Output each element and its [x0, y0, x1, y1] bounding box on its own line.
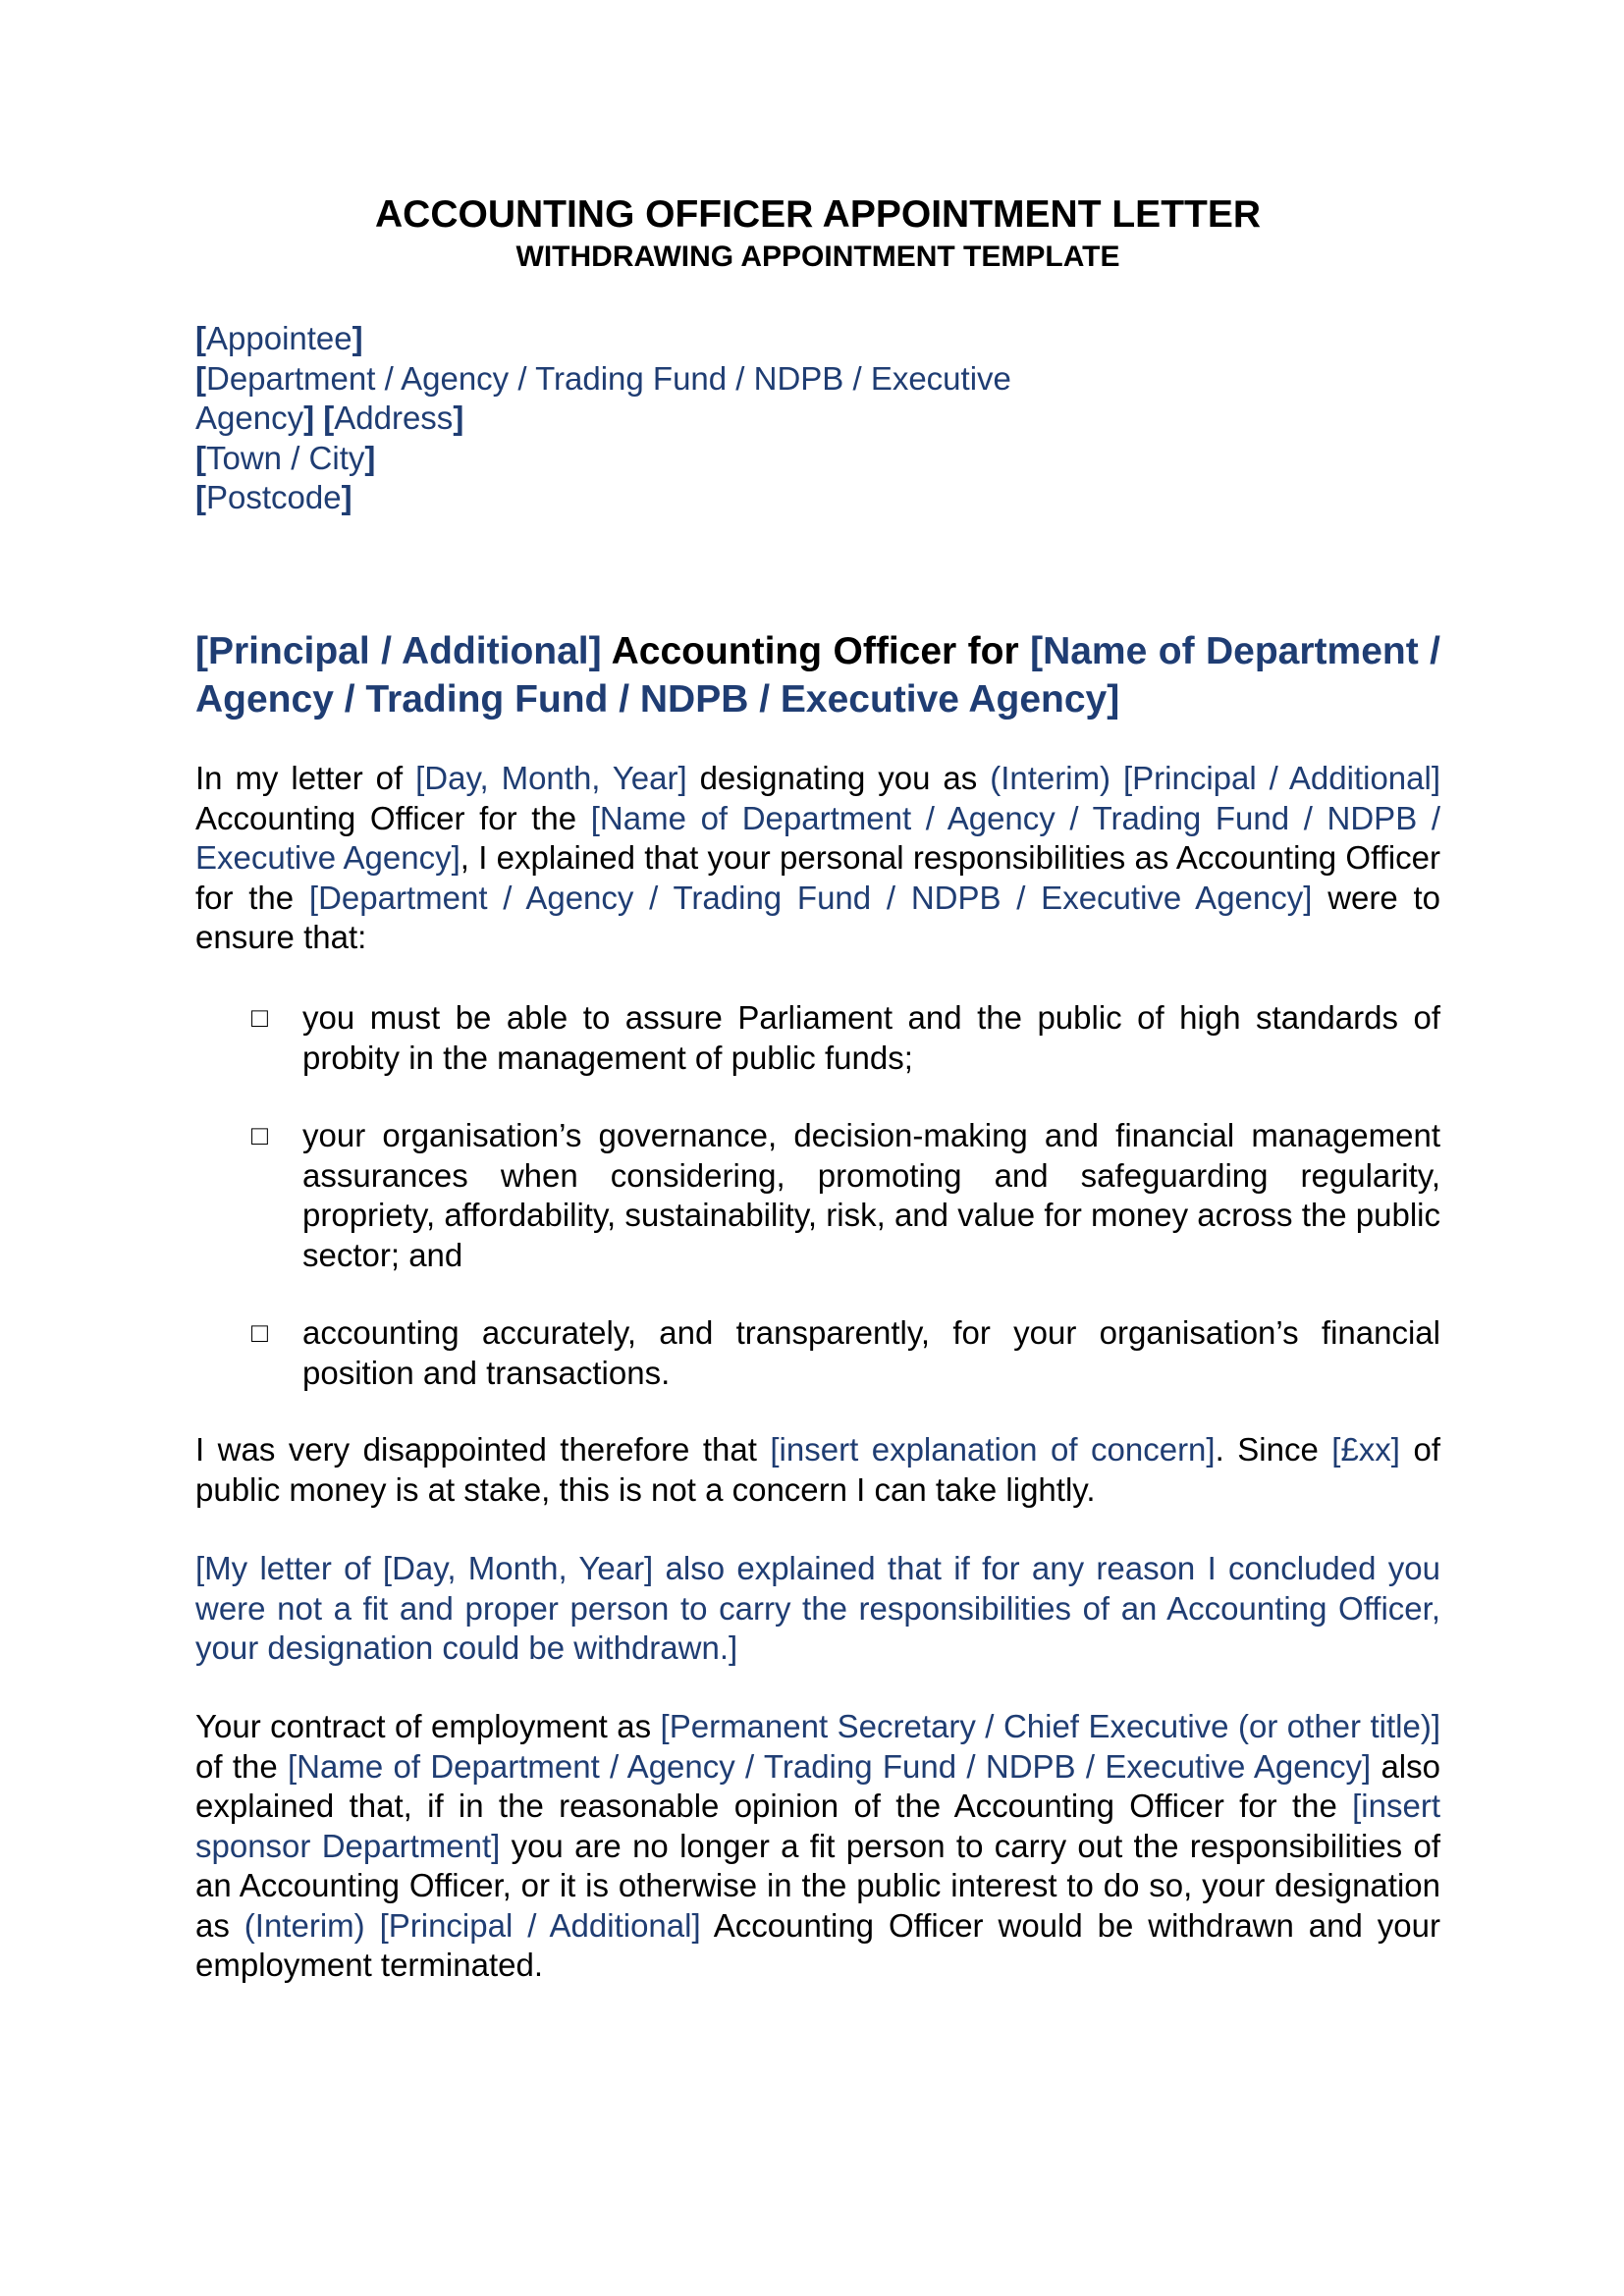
bullet-box-icon: □ [251, 1317, 268, 1348]
bullet-box-icon: □ [251, 1120, 268, 1150]
document-subtitle: WITHDRAWING APPOINTMENT TEMPLATE [515, 240, 1120, 273]
address-town: [Town / City] [195, 439, 376, 476]
bullet-box-icon: □ [251, 1002, 268, 1033]
address-department-line1: [Department / Agency / Trading Fund / NDPB / Executive [195, 359, 1011, 397]
bullet-text: accounting accurately, and transparently, for your organisation’s financial position and transactions. [302, 1314, 1440, 1391]
address-department-line2: Agency] [Address] [195, 400, 464, 436]
address-postcode: [Postcode] [195, 479, 352, 515]
paragraph-contract: Your contract of employment as [Permanent Secretary / Chief Executive (or other title)] of the [Name of Department / Agency / Trading Fund / NDPB / Executive Agency] also explained that, if in the reasonable opinion of the Accounting Officer for the [insert sponsor Department] you are no longer a fit person to carry out the responsibilities of an Accounting Officer, or it is otherwise in the public interest to do so, your designation as (Interim) [Principal / Additional] Accounting Officer would be withdrawn and your employment terminated. [195, 1708, 1440, 1983]
bullet-text: you must be able to assure Parliament and the public of high standards of probity in the management of public funds; [302, 999, 1440, 1076]
paragraph-concern: I was very disappointed therefore that [insert explanation of concern]. Since [£xx] of public money is at stake, this is not a concern I can take lightly. [195, 1431, 1440, 1508]
paragraph-designation: In my letter of [Day, Month, Year] designating you as (Interim) [Principal / Additional] Accounting Officer for the [Name of Department / Agency / Trading Fund / NDPB / Executive Agency], I explained that your personal responsibilities as Accounting Officer for the [Department / Agency / Trading Fund / NDPB / Executive Agency] were to ensure that: [195, 760, 1440, 955]
bullet-item [195, 1313, 1440, 1393]
address-block [195, 319, 1440, 518]
address-appointee: [Appointee] [195, 320, 363, 356]
bullet-item [195, 998, 1440, 1078]
letter-heading: [Principal / Additional] Accounting Officer for [Name of Department / Agency / Trading Fund / NDPB / Executive Agency] [195, 630, 1440, 721]
bullet-item [195, 1116, 1440, 1275]
bullet-text: your organisation’s governance, decision-making and financial management assurances when considering, promoting and safeguarding regularity, propriety, affordability, sustainability, risk, and value for money across the public sector; and [302, 1117, 1440, 1273]
document-title: ACCOUNTING OFFICER APPOINTMENT LETTER [374, 193, 1262, 236]
paragraph-optional-withdrawal: [My letter of [Day, Month, Year] also explained that if for any reason I concluded you were not a fit and proper person to carry the responsibilities of an Accounting Officer, your designation could be withdrawn.] [195, 1550, 1440, 1666]
